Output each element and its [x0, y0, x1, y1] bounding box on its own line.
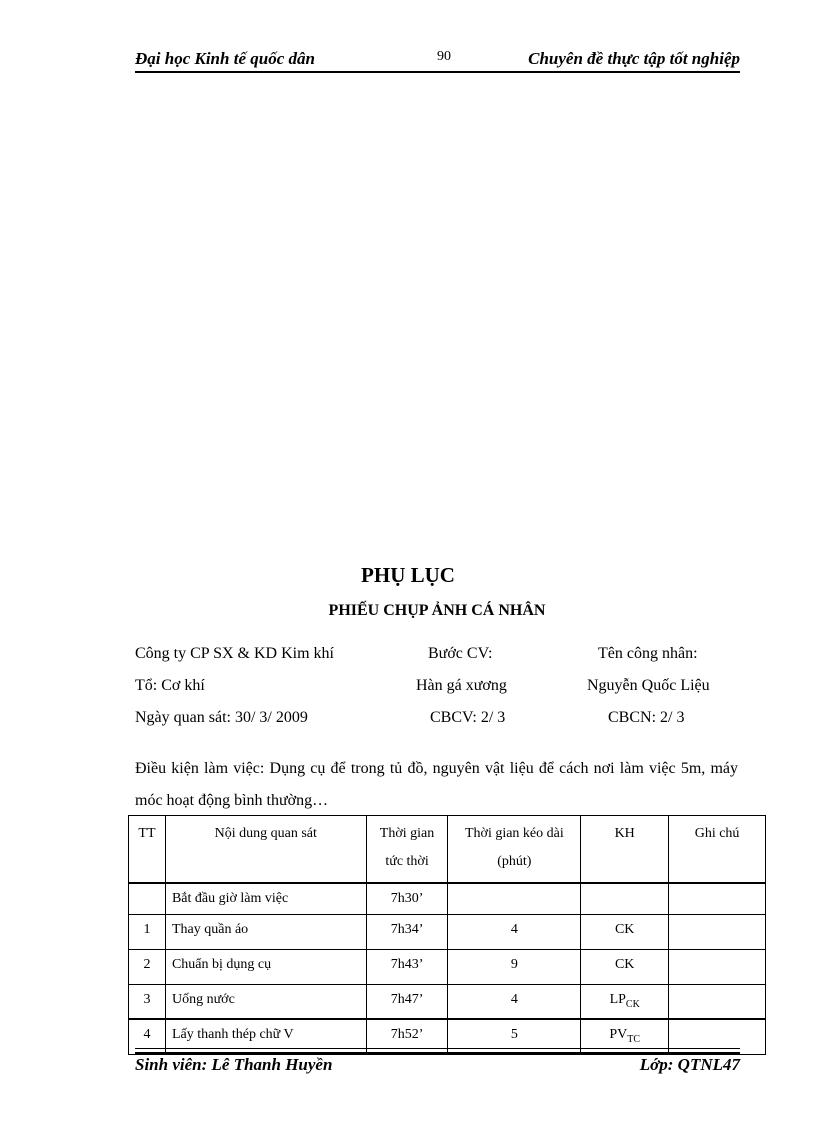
cell-content: Bắt đầu giờ làm việc — [165, 883, 366, 915]
form-title: PHIẾU CHỤP ẢNH CÁ NHÂN — [328, 602, 546, 619]
kh-code: PV — [609, 1027, 628, 1043]
cbcn-value: CBCN: 2/ 3 — [608, 709, 685, 726]
cell-note — [669, 984, 766, 1019]
page-footer — [135, 1055, 740, 1079]
cell-kh — [581, 883, 669, 915]
team-name: Tổ: Cơ khí — [135, 677, 205, 694]
cell-kh — [581, 949, 669, 984]
cell-note — [669, 915, 766, 950]
cell-instant: 7h47’ — [366, 984, 448, 1019]
kh-subscript: TC — [627, 1034, 641, 1046]
footer-student: Sinh viên: Lê Thanh Huyền — [135, 1055, 333, 1074]
table-header-row — [129, 816, 766, 884]
header-instant-time: Thời gian tức thời — [366, 816, 448, 884]
kh-code: LP — [609, 991, 626, 1007]
cell-content: Thay quần áo — [165, 915, 366, 950]
cell-tt: 1 — [129, 915, 166, 950]
cell-tt — [129, 883, 166, 915]
cbcv-value: CBCV: 2/ 3 — [430, 709, 506, 726]
kh-code: CK — [614, 956, 635, 972]
worker-name: Nguyễn Quốc Liệu — [587, 677, 710, 694]
worker-label: Tên công nhân: — [598, 645, 698, 662]
header-note: Ghi chú — [669, 816, 766, 884]
footer-divider-thick — [135, 1052, 740, 1054]
cell-instant: 7h34’ — [366, 915, 448, 950]
company-name: Công ty CP SX & KD Kim khí — [135, 645, 334, 662]
table-row — [129, 1019, 766, 1054]
table-row — [129, 883, 766, 915]
cell-content: Uống nước — [165, 984, 366, 1019]
header-duration: Thời gian kéo dài (phút) — [448, 816, 581, 884]
step-label: Bước CV: — [428, 645, 493, 662]
cell-duration: 4 — [448, 984, 581, 1019]
footer-divider-thin — [135, 1048, 740, 1049]
cell-instant: 7h43’ — [366, 949, 448, 984]
cell-kh — [581, 915, 669, 950]
observation-date: Ngày quan sát: 30/ 3/ 2009 — [135, 709, 308, 726]
page-header — [135, 47, 740, 71]
cell-duration: 5 — [448, 1019, 581, 1054]
header-divider — [135, 71, 740, 73]
cell-content: Chuẩn bị dụng cụ — [165, 949, 366, 984]
cell-note — [669, 1019, 766, 1054]
appendix-title: PHỤ LỤC — [361, 563, 455, 587]
cell-note — [669, 949, 766, 984]
cell-note — [669, 883, 766, 915]
cell-duration: 4 — [448, 915, 581, 950]
cell-content: Lấy thanh thép chữ V — [165, 1019, 366, 1054]
cell-instant: 7h30’ — [366, 883, 448, 915]
cell-kh — [581, 984, 669, 1019]
cell-tt: 2 — [129, 949, 166, 984]
table-row — [129, 949, 766, 984]
kh-code: CK — [614, 922, 635, 937]
table-row — [129, 915, 766, 950]
footer-class: Lớp: QTNL47 — [639, 1055, 740, 1074]
header-report-title: Chuyên đề thực tập tốt nghiệp — [528, 49, 740, 68]
header-tt: TT — [129, 816, 166, 884]
cell-kh — [581, 1019, 669, 1054]
cell-tt: 4 — [129, 1019, 166, 1054]
working-conditions: Điều kiện làm việc: Dụng cụ để trong tủ đồ, nguyên vật liệu để cách nơi làm việc 5m, máy móc hoạt động bình thường… — [135, 760, 738, 809]
cell-instant: 7h52’ — [366, 1019, 448, 1054]
header-content: Nội dung quan sát — [165, 816, 366, 884]
cell-tt: 3 — [129, 984, 166, 1019]
header-university: Đại học Kinh tế quốc dân — [135, 49, 315, 68]
table-row — [129, 984, 766, 1019]
observation-table — [128, 815, 766, 1055]
step-value: Hàn gá xương — [416, 677, 507, 694]
page-number: 90 — [437, 49, 451, 64]
header-kh: KH — [581, 816, 669, 884]
cell-duration — [448, 883, 581, 915]
kh-subscript: CK — [625, 998, 640, 1010]
cell-duration: 9 — [448, 949, 581, 984]
